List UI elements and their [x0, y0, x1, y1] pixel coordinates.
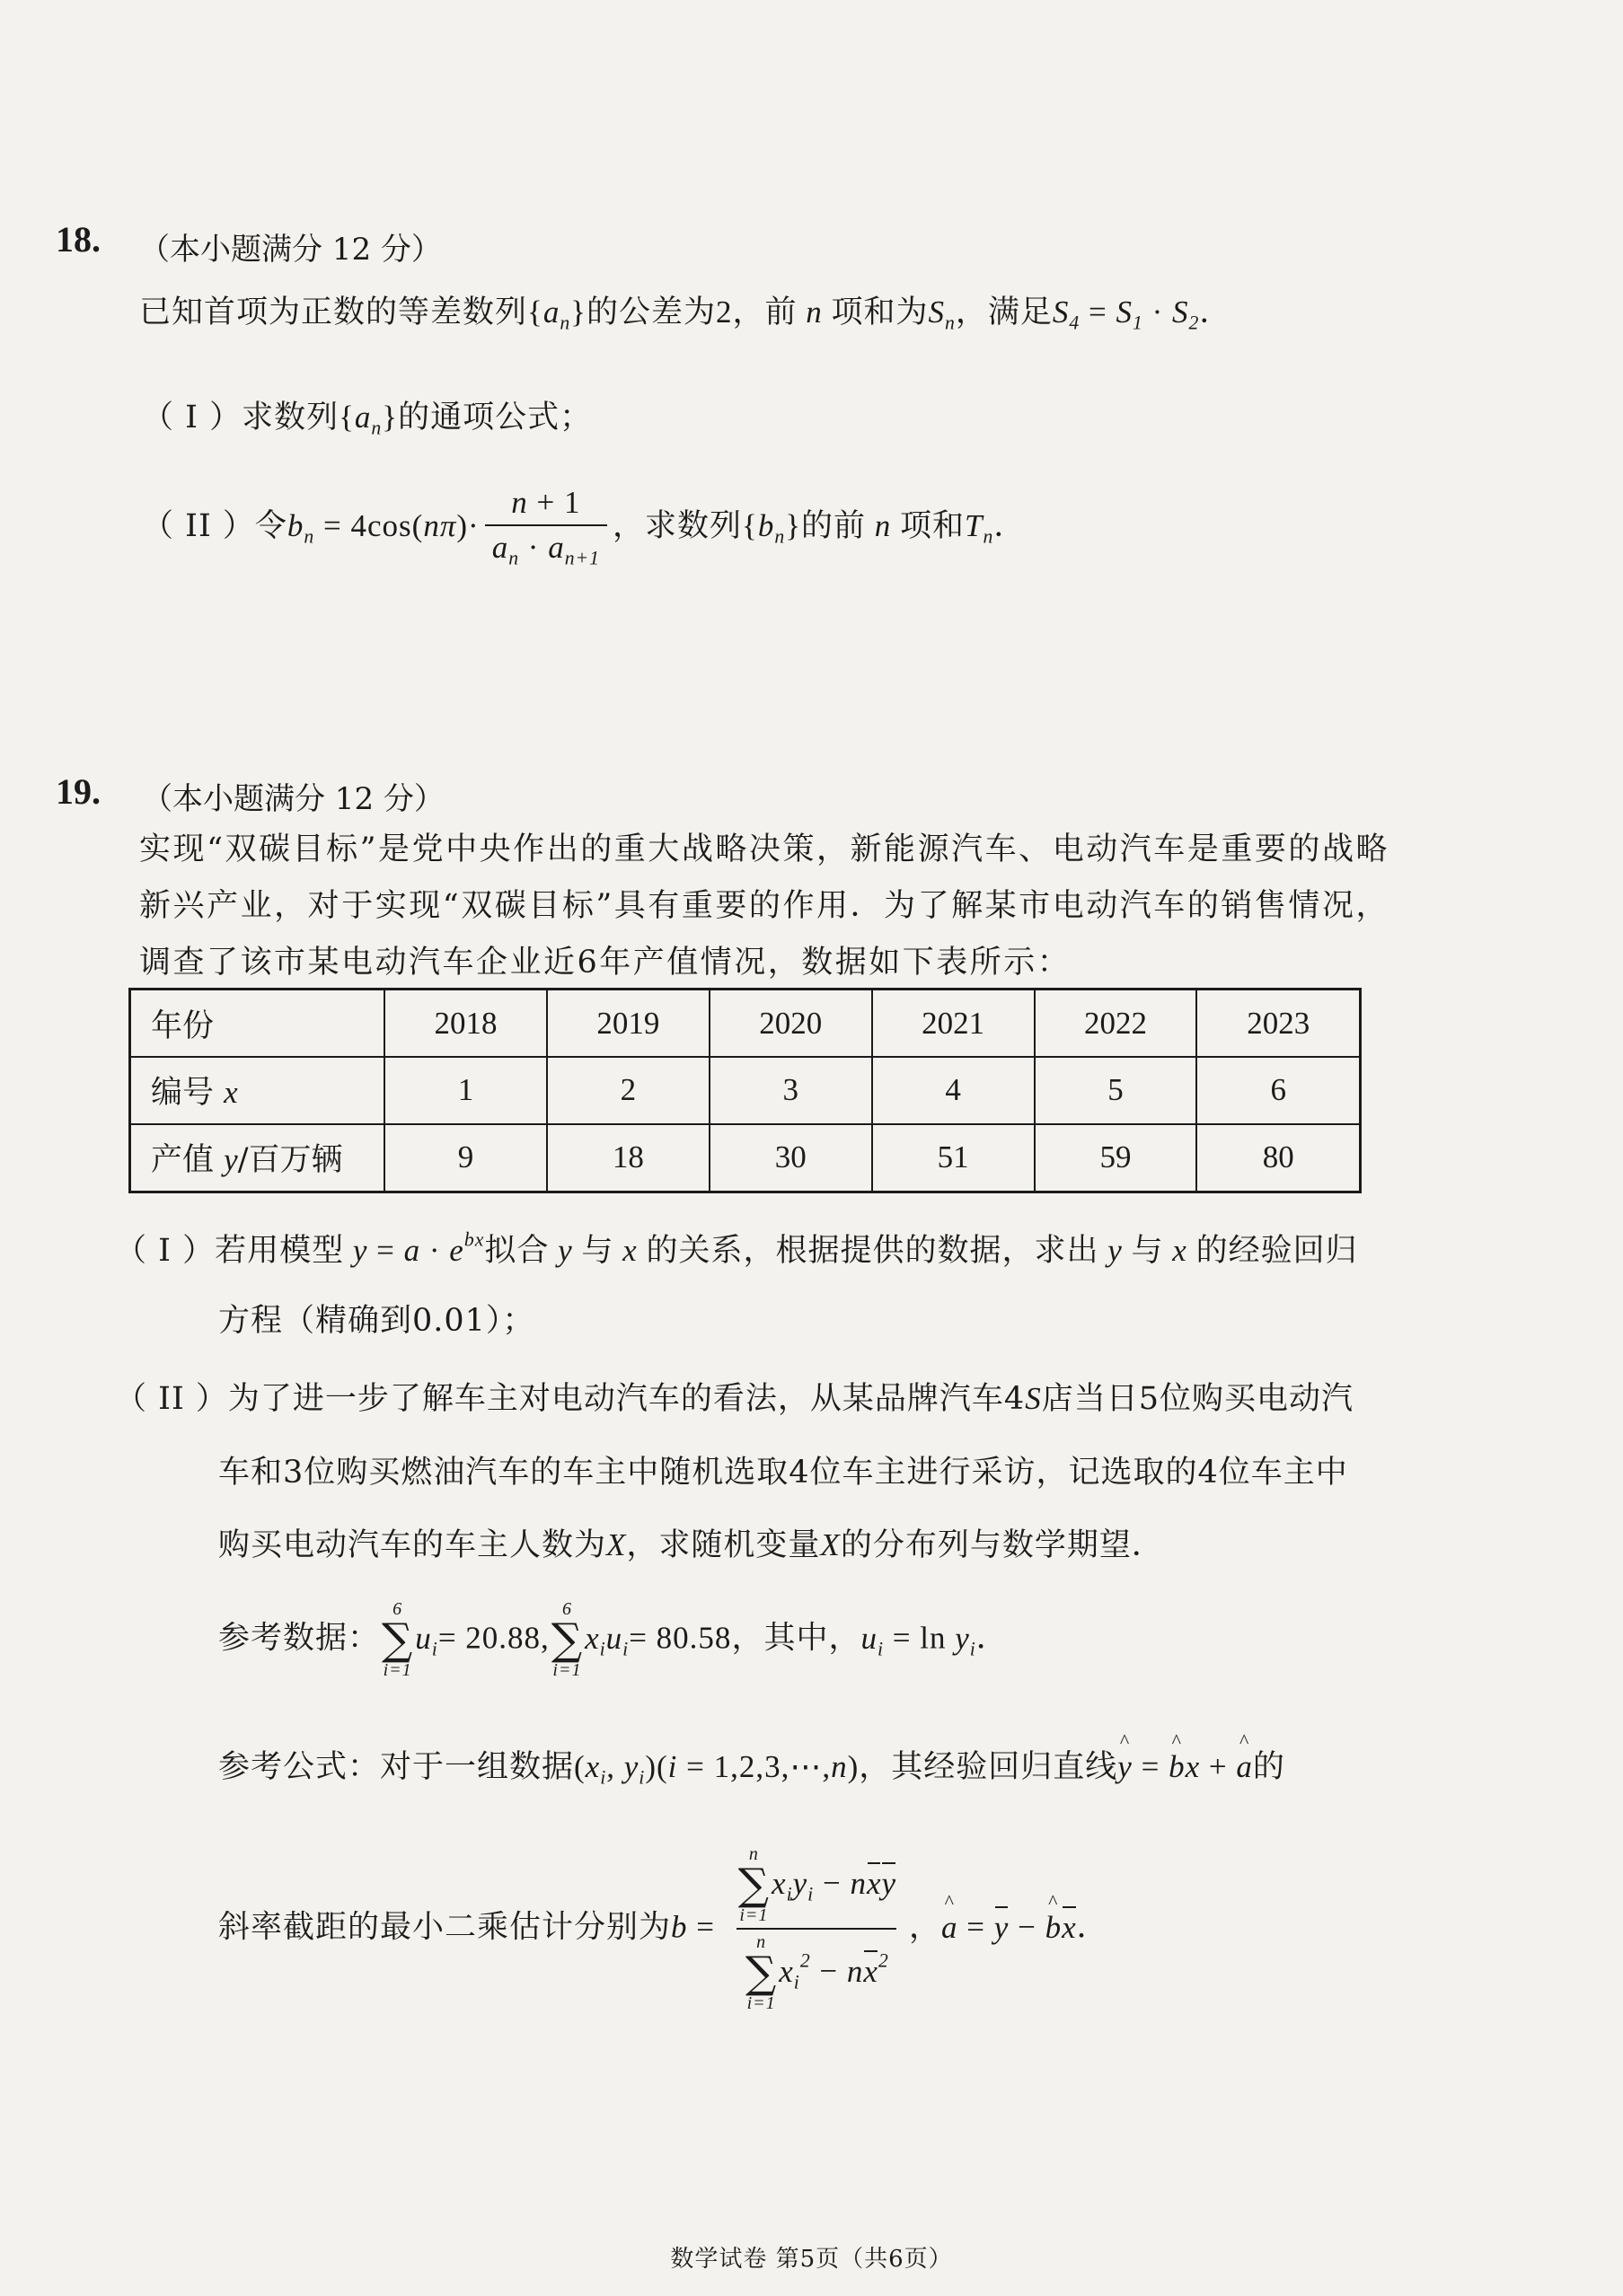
- question-18-part-2: （ II ）令$b_n = 4\cos(n\pi)\cdot$ $\frac{n + 1}{a_n \cdot a_{n+1}}$ ，求数列$\{b_n\}$的前 n 项和$T_n$．: [142, 485, 1027, 569]
- table-header-output: 产值 y/百万辆: [130, 1124, 385, 1192]
- least-squares-formula: 斜率截距的最小二乘估计分别为b = n ∑ i=1 $x_iy_i$ − nxy n ∑ i=1 $x_i^2 - nx^2$ ，^ a = y − ^ bx．: [218, 1845, 1109, 2012]
- table-cell: 2023: [1196, 990, 1360, 1058]
- question-19-part-2-line-1: （ II ）为了进一步了解车主对电动汽车的看法，从某品牌汽车4S店当日5位购买电动汽: [115, 1381, 1354, 1417]
- table-cell: 2019: [547, 990, 710, 1058]
- table-cell: 1: [384, 1057, 547, 1124]
- question-18-number: 18.: [56, 219, 101, 260]
- table-cell: 2018: [384, 990, 547, 1058]
- sum-symbol: 6 ∑ i=1: [382, 1599, 414, 1680]
- table-cell: 2: [547, 1057, 710, 1124]
- table-cell: 9: [384, 1124, 547, 1192]
- reference-data: 参考数据： 6 ∑ i=1 $u_i= 20.88$, 6 ∑ i=1 $x_iu_i= 80.58$，其中，$u_i = \ln y_i$．: [218, 1599, 1009, 1680]
- table-row: [130, 1124, 1361, 1192]
- table-cell: 2020: [710, 990, 872, 1058]
- question-19-intro: 实现“双碳目标”是党中央作出的重大战略决策，新能源汽车、电动汽车是重要的战略新兴产业，对于实现“双碳目标”具有重要的作用．为了解某市电动汽车的销售情况，调查了该市某电动汽车企业近6年产值情况，数据如下表所示：: [139, 831, 1389, 981]
- question-19-score: （本小题满分 12 分）: [142, 781, 445, 817]
- table-cell: 5: [1035, 1057, 1197, 1124]
- table-cell: 18: [547, 1124, 710, 1192]
- table-cell: 2021: [872, 990, 1035, 1058]
- reference-formula: 参考公式：对于一组数据($x_i$, $y_i)(i$ = 1,2,3,⋯,n)，其经验回归直线^ y = ^ bx + ^ a的: [218, 1742, 1285, 1790]
- question-19-number: 19.: [56, 771, 101, 812]
- table-cell: 2022: [1035, 990, 1197, 1058]
- table-cell: 3: [710, 1057, 872, 1124]
- question-19-part-2-line-2: 车和3位购买燃油汽车的车主中随机选取4位车主进行采访，记选取的4位车主中: [218, 1455, 1348, 1491]
- sum-symbol: 6 ∑ i=1: [551, 1599, 584, 1680]
- question-19-part-1-line-2: 方程（精确到0.01）；: [218, 1303, 535, 1339]
- table-row: [130, 1057, 1361, 1124]
- table-header-year: 年份: [130, 990, 385, 1058]
- slope-fraction: n ∑ i=1 $x_iy_i$ − nxy n ∑ i=1 $x_i^2 - nx^2$: [737, 1844, 897, 2013]
- table-row: [130, 990, 1361, 1058]
- question-19-part-2-line-3: 购买电动汽车的车主人数为X，求随机变量X的分布列与数学期望．: [218, 1527, 1164, 1563]
- table-cell: 51: [872, 1124, 1035, 1192]
- question-19-part-1: （ I ）若用模型 $y = a \cdot e^{bx}$拟合 y 与 x 的关系，根据提供的数据，求出 y 与 x 的经验回归: [115, 1228, 1358, 1269]
- question-18-score: （本小题满分 12 分）: [139, 232, 442, 268]
- table-cell: 59: [1035, 1124, 1197, 1192]
- table-cell: 4: [872, 1057, 1035, 1124]
- table-cell: 6: [1196, 1057, 1360, 1124]
- table-header-index: 编号 x: [130, 1057, 385, 1124]
- page-footer: 数学试卷 第5页（共6页）: [670, 2246, 953, 2273]
- fraction-n-plus-1: $\frac{n + 1}{a_n \cdot a_{n+1}}$: [485, 485, 607, 570]
- table-cell: 30: [710, 1124, 872, 1192]
- question-18-stem: 已知首项为正数的等差数列$\{a_n\}$的公差为2，前 n 项和为$S_n$，满足$S_4 = S_1 \cdot S_2$．: [139, 295, 1232, 334]
- table-cell: 80: [1196, 1124, 1360, 1192]
- question-18-part-1: （ I ）求数列$\{a_n\}$的通项公式；: [142, 400, 593, 439]
- production-table: [128, 988, 1362, 1193]
